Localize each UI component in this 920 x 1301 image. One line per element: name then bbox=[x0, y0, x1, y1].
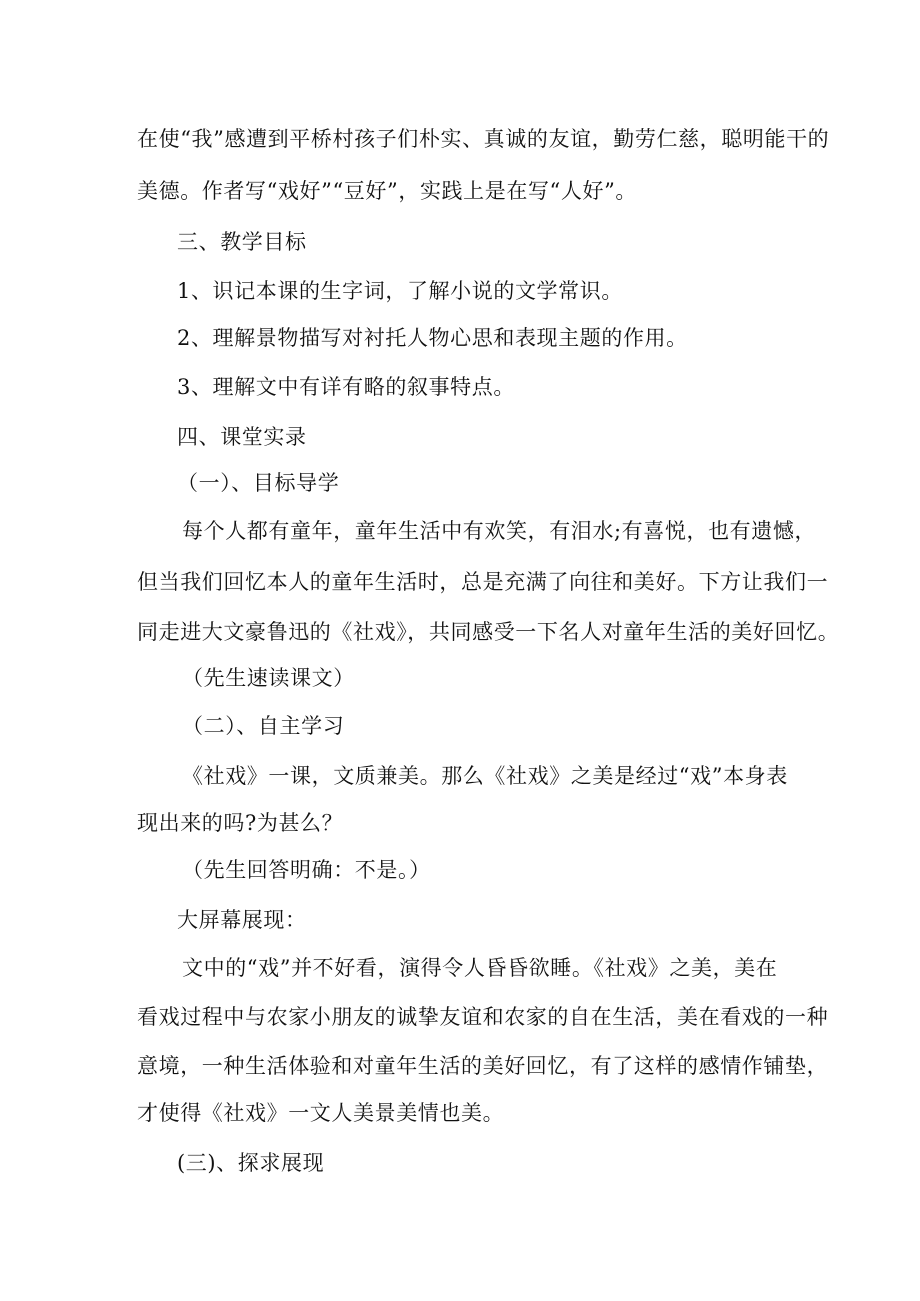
paragraph-line: 才使得《社戏》一文人美景美情也美。 bbox=[137, 1101, 505, 1125]
list-item: 3、理解文中有详有略的叙事特点。 bbox=[177, 375, 515, 399]
paragraph-line: 在使“我”感遭到平桥村孩子们朴实、真诚的友谊，勤劳仁慈，聪明能干的 bbox=[137, 127, 830, 151]
subsection-heading: （二）、自主学习 bbox=[182, 714, 345, 738]
section-heading: 四、课堂实录 bbox=[177, 425, 307, 449]
paragraph-line: 文中的“戏”并不好看，演得令人昏昏欲睡。《社戏》之美，美在 bbox=[182, 956, 778, 980]
paragraph-line: 看戏过程中与农家小朋友的诚挚友谊和农家的自在生活，美在看戏的一种 bbox=[137, 1005, 829, 1029]
paragraph-line: 大屏幕展现： bbox=[177, 908, 307, 932]
paragraph-line: 每个人都有童年，童年生活中有欢笑，有泪水;有喜悦，也有遗憾， bbox=[182, 519, 817, 543]
paragraph-line: 现出来的吗?为甚么？ bbox=[137, 811, 344, 835]
paragraph-line: 同走进大文豪鲁迅的《社戏》，共同感受一下名人对童年生活的美好回忆。 bbox=[137, 620, 840, 644]
note-line: （先生回答明确：不是。） bbox=[182, 858, 431, 882]
paragraph-line: 意境，一种生活体验和对童年生活的美好回忆，有了这样的感情作铺垫， bbox=[137, 1054, 829, 1078]
list-item: 1、识记本课的生字词，了解小说的文学常识。 bbox=[177, 279, 623, 303]
section-heading: 三、教学目标 bbox=[177, 230, 307, 254]
note-line: （先生速读课文） bbox=[182, 666, 355, 690]
paragraph-line: 《社戏》一课，文质兼美。那么《社戏》之美是经过“戏”本身表 bbox=[182, 764, 788, 788]
paragraph-line: 但当我们回忆本人的童年生活时，总是充满了向往和美好。下方让我们一 bbox=[137, 570, 829, 594]
subsection-heading: （一）、目标导学 bbox=[177, 471, 340, 495]
list-item: 2、理解景物描写对衬托人物心思和表现主题的作用。 bbox=[177, 326, 688, 350]
subsection-heading: (三)、探求展现 bbox=[177, 1151, 325, 1175]
paragraph-line: 美德。作者写“戏好”“豆好”，实践上是在写“人好”。 bbox=[137, 179, 638, 203]
